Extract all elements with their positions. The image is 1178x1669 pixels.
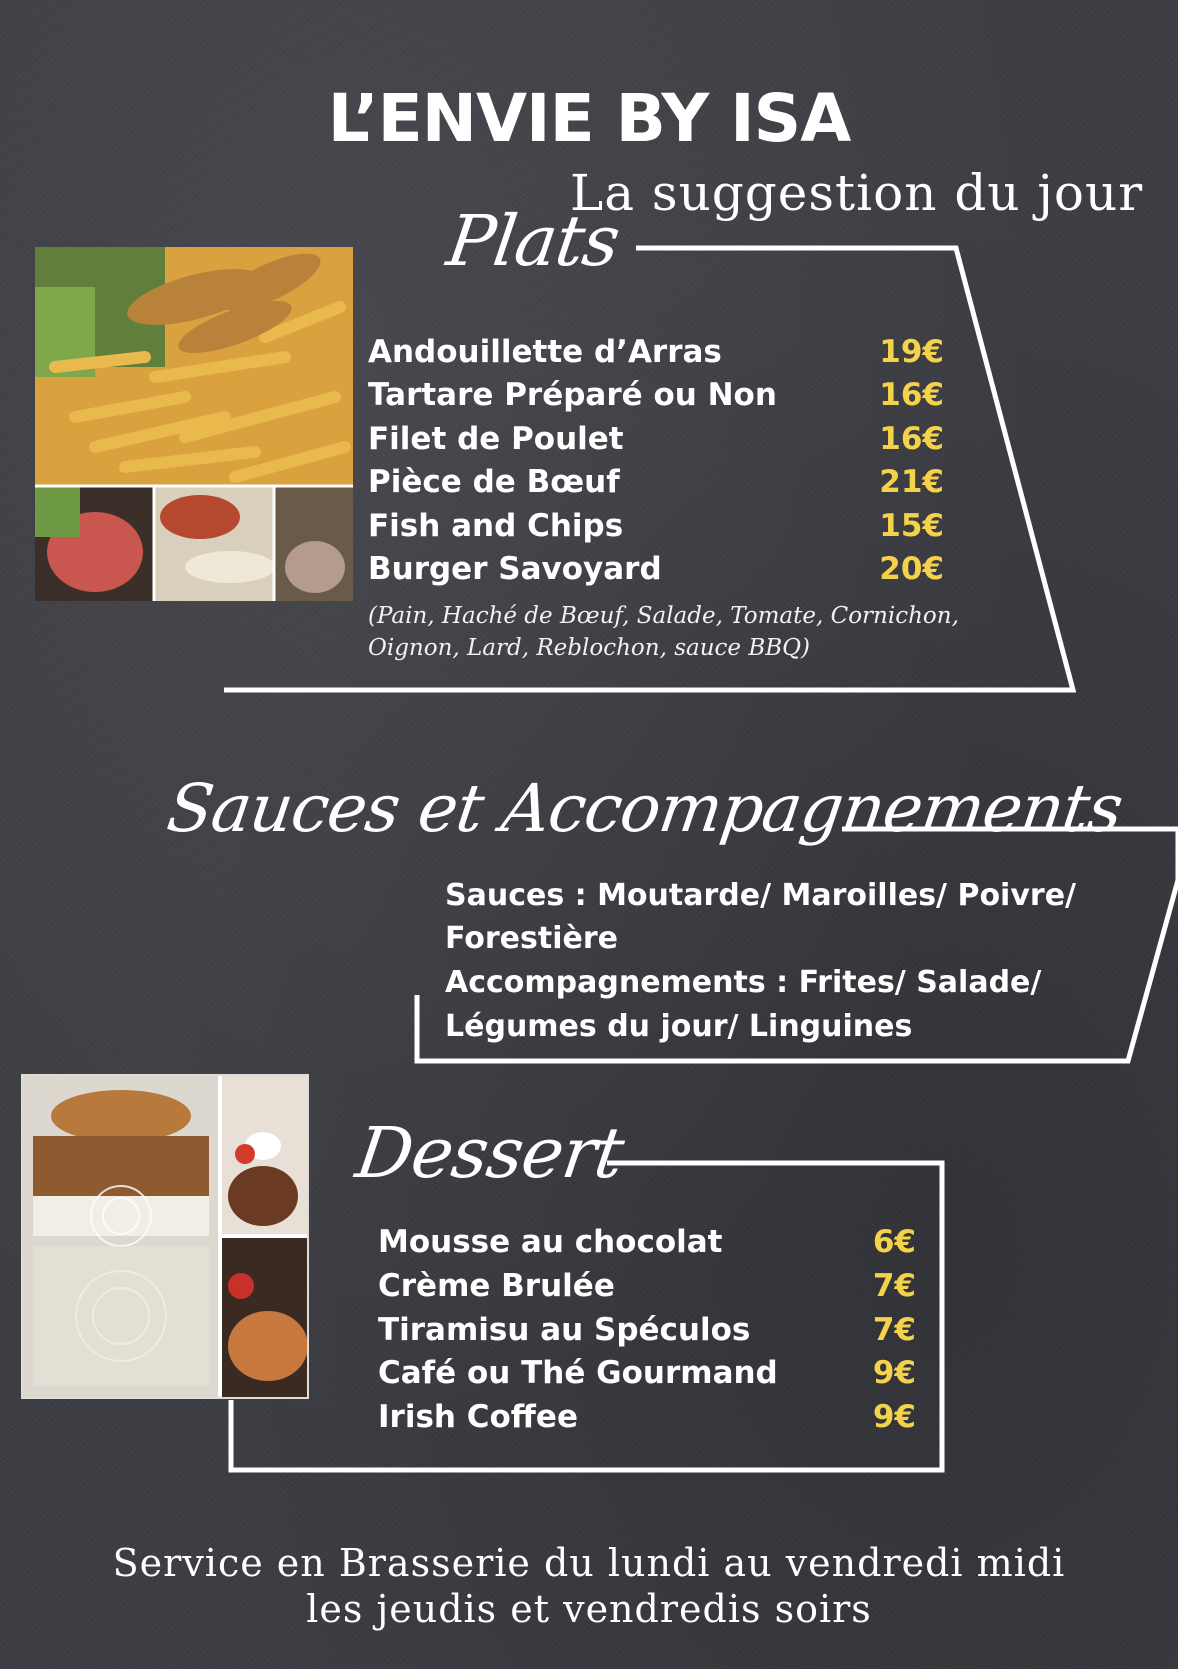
plats-item-price: 20€ xyxy=(879,551,944,587)
service-hours-footer xyxy=(0,1540,1178,1632)
plats-item-price: 15€ xyxy=(879,508,944,544)
plats-item-price: 21€ xyxy=(879,464,944,500)
plats-item-row xyxy=(368,551,944,587)
dessert-item-name: Café ou Thé Gourmand xyxy=(378,1355,778,1391)
plats-item-row xyxy=(368,421,944,457)
dessert-item-price: 9€ xyxy=(872,1399,916,1435)
plats-item-name: Filet de Poulet xyxy=(368,421,624,457)
footer-line: Service en Brasserie du lundi au vendredi midi xyxy=(112,1541,1066,1585)
dessert-item-name: Tiramisu au Spéculos xyxy=(378,1312,751,1348)
plats-item-name: Burger Savoyard xyxy=(368,551,662,587)
plats-item-row xyxy=(368,334,944,370)
sauces-line: Accompagnements : Frites/ Salade/ xyxy=(445,965,1042,1000)
dessert-heading: Dessert xyxy=(351,1112,629,1194)
dessert-item-name: Irish Coffee xyxy=(378,1399,578,1435)
plats-item-price: 19€ xyxy=(879,334,944,370)
plats-item-row xyxy=(368,377,944,413)
dessert-item-name: Mousse au chocolat xyxy=(378,1224,723,1260)
dessert-photo xyxy=(21,1074,309,1399)
dessert-item-name: Crème Brulée xyxy=(378,1268,615,1304)
sauces-line: Sauces : Moutarde/ Maroilles/ Poivre/ xyxy=(445,878,1076,913)
burger-description-line: Oignon, Lard, Reblochon, sauce BBQ) xyxy=(368,635,810,661)
plats-item-row xyxy=(368,464,944,500)
dessert-item-price: 6€ xyxy=(872,1224,916,1260)
dessert-item-price: 7€ xyxy=(872,1312,916,1348)
dessert-item-row xyxy=(378,1312,916,1348)
plats-item-name: Tartare Préparé ou Non xyxy=(368,377,777,413)
plats-item-name: Fish and Chips xyxy=(368,508,624,544)
plats-item-name: Andouillette d’Arras xyxy=(368,334,722,370)
sauces-line: Légumes du jour/ Linguines xyxy=(445,1009,913,1044)
burger-description xyxy=(368,600,968,664)
plats-item-name: Pièce de Bœuf xyxy=(368,464,620,500)
plats-heading: Plats xyxy=(442,200,625,282)
dessert-item-row xyxy=(378,1268,916,1304)
dessert-item-price: 7€ xyxy=(872,1268,916,1304)
plats-photo xyxy=(35,247,353,601)
dessert-item-price: 9€ xyxy=(872,1355,916,1391)
plats-item-price: 16€ xyxy=(879,377,944,413)
brand-title: L’ENVIE BY ISA xyxy=(327,80,851,157)
footer-line: les jeudis et vendredis soirs xyxy=(306,1587,872,1631)
sauces-line: Forestière xyxy=(445,921,618,956)
plats-item-price: 16€ xyxy=(879,421,944,457)
dessert-item-row xyxy=(378,1355,916,1391)
sauces-heading: Sauces et Accompagnements xyxy=(162,770,1127,847)
dessert-item-row xyxy=(378,1399,916,1435)
burger-description-line: (Pain, Haché de Bœuf, Salade, Tomate, Cornichon, xyxy=(368,603,959,629)
page-subtitle: La suggestion du jour xyxy=(570,164,1144,222)
plats-item-row xyxy=(368,508,944,544)
dessert-item-row xyxy=(378,1224,916,1260)
